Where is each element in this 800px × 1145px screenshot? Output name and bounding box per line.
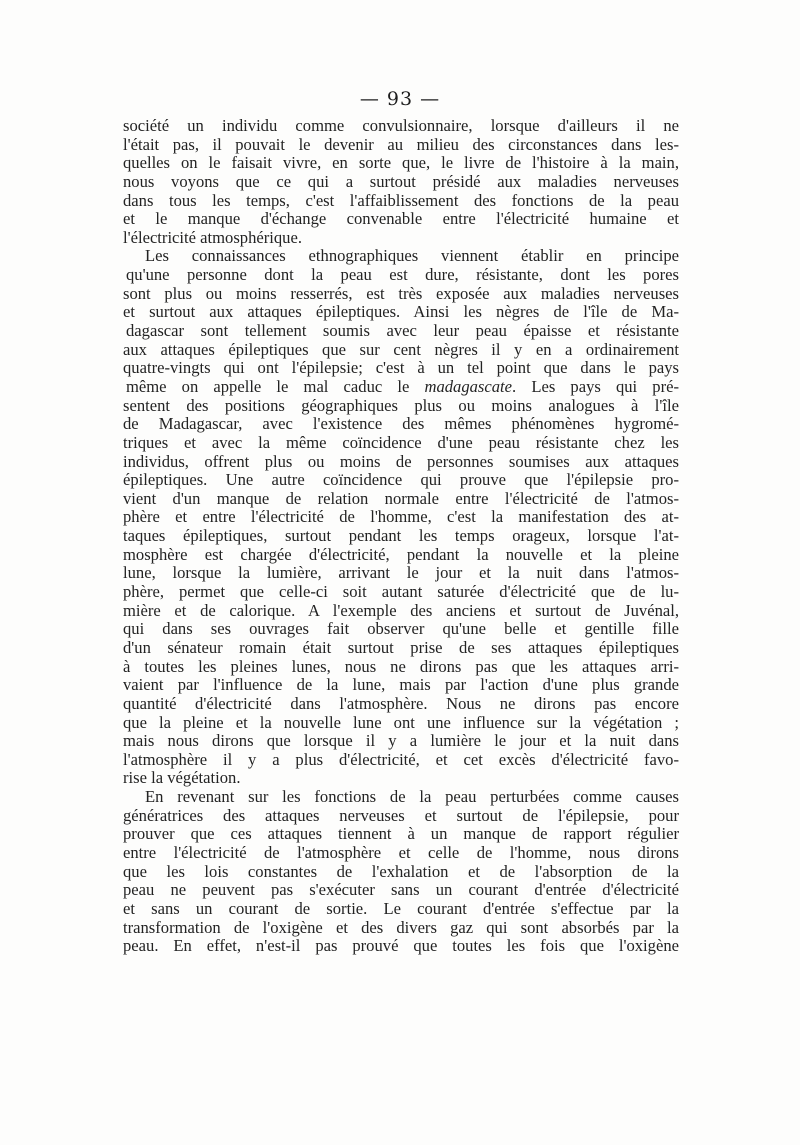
text-line: rise la végétation. xyxy=(123,769,241,788)
text-line: qu'une personne dont la peau est dure, résistante, dont les pores xyxy=(126,266,679,285)
text-line: quatre-vingts qui ont l'épilepsie; c'est à un tel point que dans le pays xyxy=(123,359,679,378)
text-line: vaient par l'influence de la lune, mais par l'action d'une plus grande xyxy=(123,676,679,695)
text-line: épileptiques. Une autre coïncidence qui prouve que l'épilepsie pro- xyxy=(123,471,679,490)
page-number: — 93 — xyxy=(359,88,441,110)
text-line: peau. En effet, n'est-il pas prouvé que toutes les fois que l'oxigène xyxy=(123,937,679,956)
text-line: transformation de l'oxigène et des divers gaz qui sont absorbés par la xyxy=(123,918,679,937)
text-line: quelles on le faisait vivre, en sorte que, le livre de l'histoire à la main, xyxy=(123,154,679,173)
text-line: mosphère est chargée d'électricité, pendant la nouvelle et la pleine xyxy=(123,545,679,564)
text-line: vient d'un manque de relation normale entre l'électricité de l'atmos- xyxy=(123,489,679,508)
text-line: d'un sénateur romain était surtout prise de ses attaques épileptiques xyxy=(123,638,679,657)
text-line: lune, lorsque la lumière, arrivant le jour et la nuit dans l'atmos- xyxy=(123,564,679,583)
text-line: société un individu comme convulsionnaire, lorsque d'ailleurs il ne xyxy=(123,117,679,135)
text-line: En revenant sur les fonctions de la peau perturbées comme causes xyxy=(145,788,679,807)
text-line: peau ne peuvent pas s'exécuter sans un courant d'entrée d'électricité xyxy=(123,881,679,900)
text-line: que la pleine et la nouvelle lune ont une influence sur la végétation ; xyxy=(123,713,679,732)
text-line: mière et de calorique. A l'exemple des anciens et surtout de Juvénal, xyxy=(123,601,679,620)
text-line: mais nous dirons que lorsque il y a lumière le jour et la nuit dans xyxy=(123,732,679,751)
text-line: taques épileptiques, surtout pendant les temps orageux, lorsque l'at- xyxy=(123,527,679,546)
text-line: même on appelle le mal caduc le madagascate. Les pays qui pré- xyxy=(126,377,679,396)
text-line: génératrices des attaques nerveuses et surtout de l'épilepsie, pour xyxy=(123,806,679,825)
text-line: l'électricité atmosphérique. xyxy=(123,228,302,247)
text-line: sentent des positions géographiques plus ou moins analogues à l'île xyxy=(123,396,679,415)
text-line: l'atmosphère il y a plus d'électricité, et cet excès d'électricité favo- xyxy=(123,750,679,769)
text-line: individus, offrent plus ou moins de personnes soumises aux attaques xyxy=(123,452,679,471)
text-line: nous voyons que ce qui a surtout présidé aux maladies nerveuses xyxy=(123,172,679,191)
text-line: triques et avec la même coïncidence d'une peau résistante chez les xyxy=(123,433,679,452)
text-line: qui dans ses ouvrages fait observer qu'une belle et gentille fille xyxy=(123,620,679,639)
text-line: phère, permet que celle-ci soit autant saturée d'électricité que de lu- xyxy=(123,583,679,602)
text-line: de Madagascar, avec l'existence des mêmes phénomènes hygromé- xyxy=(123,415,679,434)
text-line: entre l'électricité de l'atmosphère et celle de l'homme, nous dirons xyxy=(123,843,679,862)
text-line: sont plus ou moins resserrés, est très exposée aux maladies nerveuses xyxy=(123,284,679,303)
text-line: l'était pas, il pouvait le devenir au milieu des circonstances dans les- xyxy=(123,135,679,154)
text-line: et le manque d'échange convenable entre l'électricité humaine et xyxy=(123,210,679,229)
text-line: aux attaques épileptiques que sur cent nègres il y en a ordinairement xyxy=(123,340,679,359)
italic-term: madagascate xyxy=(424,377,513,396)
text-line: dagascar sont tellement soumis avec leur peau épaisse et résistante xyxy=(126,322,679,341)
text-line: quantité d'électricité dans l'atmosphère. Nous ne dirons pas encore xyxy=(123,694,679,713)
text-line: dans tous les temps, c'est l'affaiblissement des fonctions de la peau xyxy=(123,191,679,210)
text-line: et sans un courant de sortie. Le courant d'entrée s'effectue par la xyxy=(123,899,679,918)
text-line: que les lois constantes de l'exhalation et de l'absorption de la xyxy=(123,862,679,881)
body-text xyxy=(123,117,679,956)
text-line: à toutes les pleines lunes, nous ne dirons pas que les attaques arri- xyxy=(123,657,679,676)
text-line: Les connaissances ethnographiques viennent établir en principe xyxy=(145,247,679,266)
text-line: phère et entre l'électricité de l'homme, c'est la manifestation des at- xyxy=(123,508,679,527)
text-line: prouver que ces attaques tiennent à un manque de rapport régulier xyxy=(123,825,679,844)
text-line: et surtout aux attaques épileptiques. Ainsi les nègres de l'île de Ma- xyxy=(123,303,679,322)
